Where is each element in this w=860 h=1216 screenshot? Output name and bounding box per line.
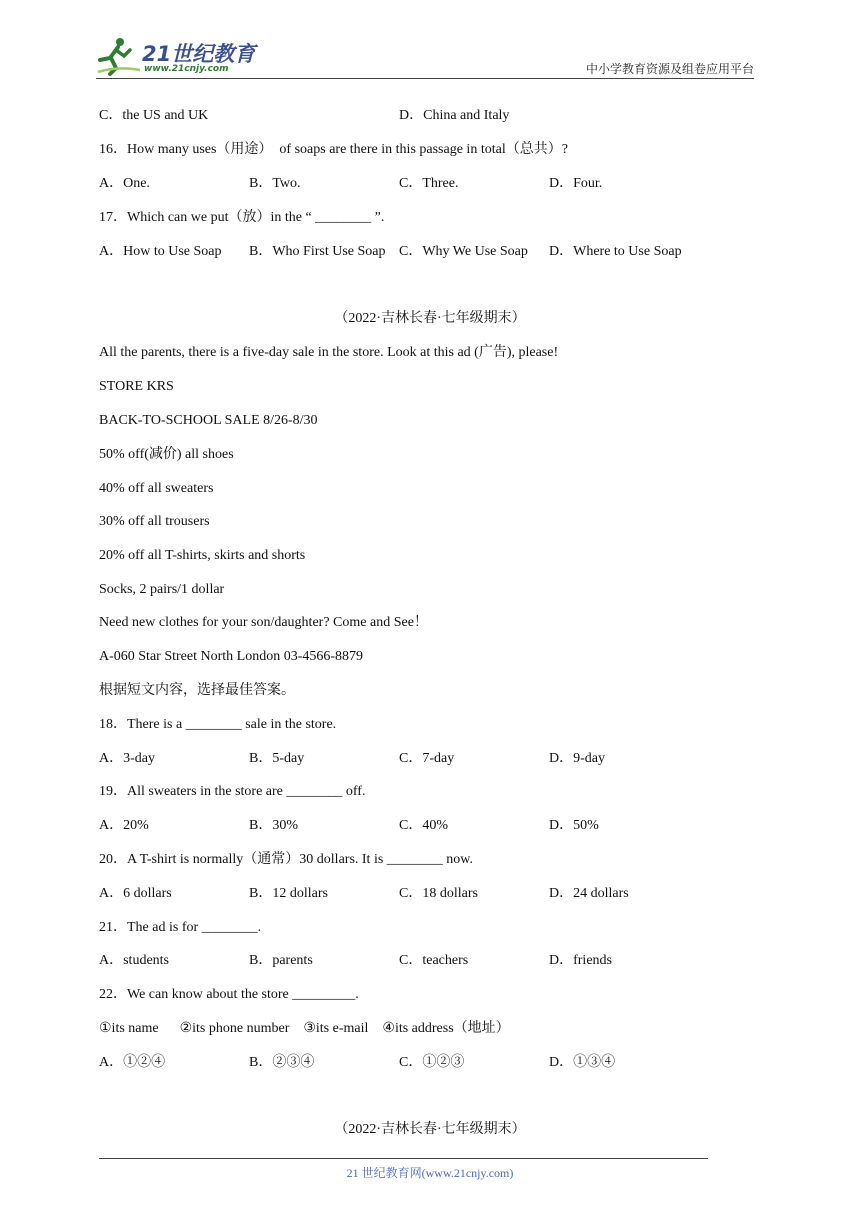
page-header: [0, 0, 860, 82]
q17-option-d[interactable]: D．Where to Use Soap: [549, 244, 682, 259]
q16-option-b[interactable]: B．Two.: [249, 176, 301, 191]
q21-option-a[interactable]: A．students: [99, 953, 169, 968]
q22-option-b[interactable]: B．②③④: [249, 1055, 315, 1070]
site-logo[interactable]: [94, 36, 264, 78]
q18-option-c[interactable]: C．7-day: [399, 751, 455, 766]
q18-option-d[interactable]: D．9-day: [549, 751, 605, 766]
passage-line: A-060 Star Street North London 03-4566-8879: [99, 649, 364, 664]
q18-option-b[interactable]: B．5-day: [249, 751, 305, 766]
section-source: （2022·吉林长春·七年级期末）: [334, 311, 526, 326]
section-source: （2022·吉林长春·七年级期末）: [334, 1122, 526, 1137]
q19-option-d[interactable]: D．50%: [549, 818, 599, 833]
runner-logo-icon: [94, 36, 142, 78]
passage-line: Socks, 2 pairs/1 dollar: [99, 582, 225, 597]
q19-option-a[interactable]: A．20%: [99, 818, 149, 833]
q21-option-d[interactable]: D．friends: [549, 953, 612, 968]
q21-option-b[interactable]: B．parents: [249, 953, 313, 968]
logo-title: 21世纪教育: [142, 42, 256, 66]
passage-line: 50% off(减价) all shoes: [99, 447, 234, 462]
footer-link[interactable]: 21 世纪教育网(www.21cnjy.com): [346, 1166, 514, 1180]
passage-line: Need new clothes for your son/daughter? Come and See！: [99, 615, 428, 630]
header-divider: [96, 78, 754, 79]
q22-option-a[interactable]: A．①②④: [99, 1055, 166, 1070]
q19-option-b[interactable]: B．30%: [249, 818, 298, 833]
passage-line: All the parents, there is a five-day sale in the store. Look at this ad (广告), please!: [99, 345, 559, 360]
q20-option-b[interactable]: B．12 dollars: [249, 886, 328, 901]
q17-question: 17．Which can we put（放）in the “ ________ ”.: [99, 210, 385, 225]
passage-line: STORE KRS: [99, 379, 174, 394]
passage-line: 40% off all sweaters: [99, 481, 214, 496]
passage-line: BACK-TO-SCHOOL SALE 8/26-8/30: [99, 413, 318, 428]
q20-option-a[interactable]: A．6 dollars: [99, 886, 172, 901]
q17-option-c[interactable]: C．Why We Use Soap: [399, 244, 528, 259]
q21-question: 21．The ad is for ________.: [99, 920, 262, 935]
q16-option-c[interactable]: C．Three.: [399, 176, 459, 191]
q20-question: 20．A T-shirt is normally（通常）30 dollars. It is ________ now.: [99, 852, 473, 867]
q20-option-c[interactable]: C．18 dollars: [399, 886, 478, 901]
q16-question: 16．How many uses（用途） of soaps are there in this passage in total（总共）?: [99, 142, 568, 157]
q21-option-c[interactable]: C．teachers: [399, 953, 469, 968]
q20-option-d[interactable]: D．24 dollars: [549, 886, 629, 901]
q18-option-a[interactable]: A．3-day: [99, 751, 155, 766]
q17-option-b[interactable]: B．Who First Use Soap: [249, 244, 386, 259]
passage-instruction: 根据短文内容，选择最佳答案。: [99, 683, 295, 698]
q22-items: ①its name ②its phone number ③its e-mail ④its address（地址）: [99, 1021, 510, 1036]
q15-option-d[interactable]: D．China and Italy: [399, 108, 510, 123]
q19-option-c[interactable]: C．40%: [399, 818, 448, 833]
passage-line: 20% off all T-shirts, skirts and shorts: [99, 548, 306, 563]
header-platform-name: 中小学教育资源及组卷应用平台: [585, 62, 754, 76]
q19-question: 19．All sweaters in the store are ________ off.: [99, 784, 366, 799]
q17-option-a[interactable]: A．How to Use Soap: [99, 244, 222, 259]
q22-option-c[interactable]: C．①②③: [399, 1055, 465, 1070]
q15-option-c[interactable]: C．the US and UK: [99, 108, 209, 123]
q22-question: 22．We can know about the store _________.: [99, 987, 359, 1002]
passage-line: 30% off all trousers: [99, 514, 210, 529]
footer-divider: [99, 1158, 708, 1159]
q22-option-d[interactable]: D．①③④: [549, 1055, 616, 1070]
q16-option-d[interactable]: D．Four.: [549, 176, 603, 191]
logo-url: www.21cnjy.com: [144, 64, 229, 74]
q18-question: 18．There is a ________ sale in the store.: [99, 717, 337, 732]
q16-option-a[interactable]: A．One.: [99, 176, 150, 191]
